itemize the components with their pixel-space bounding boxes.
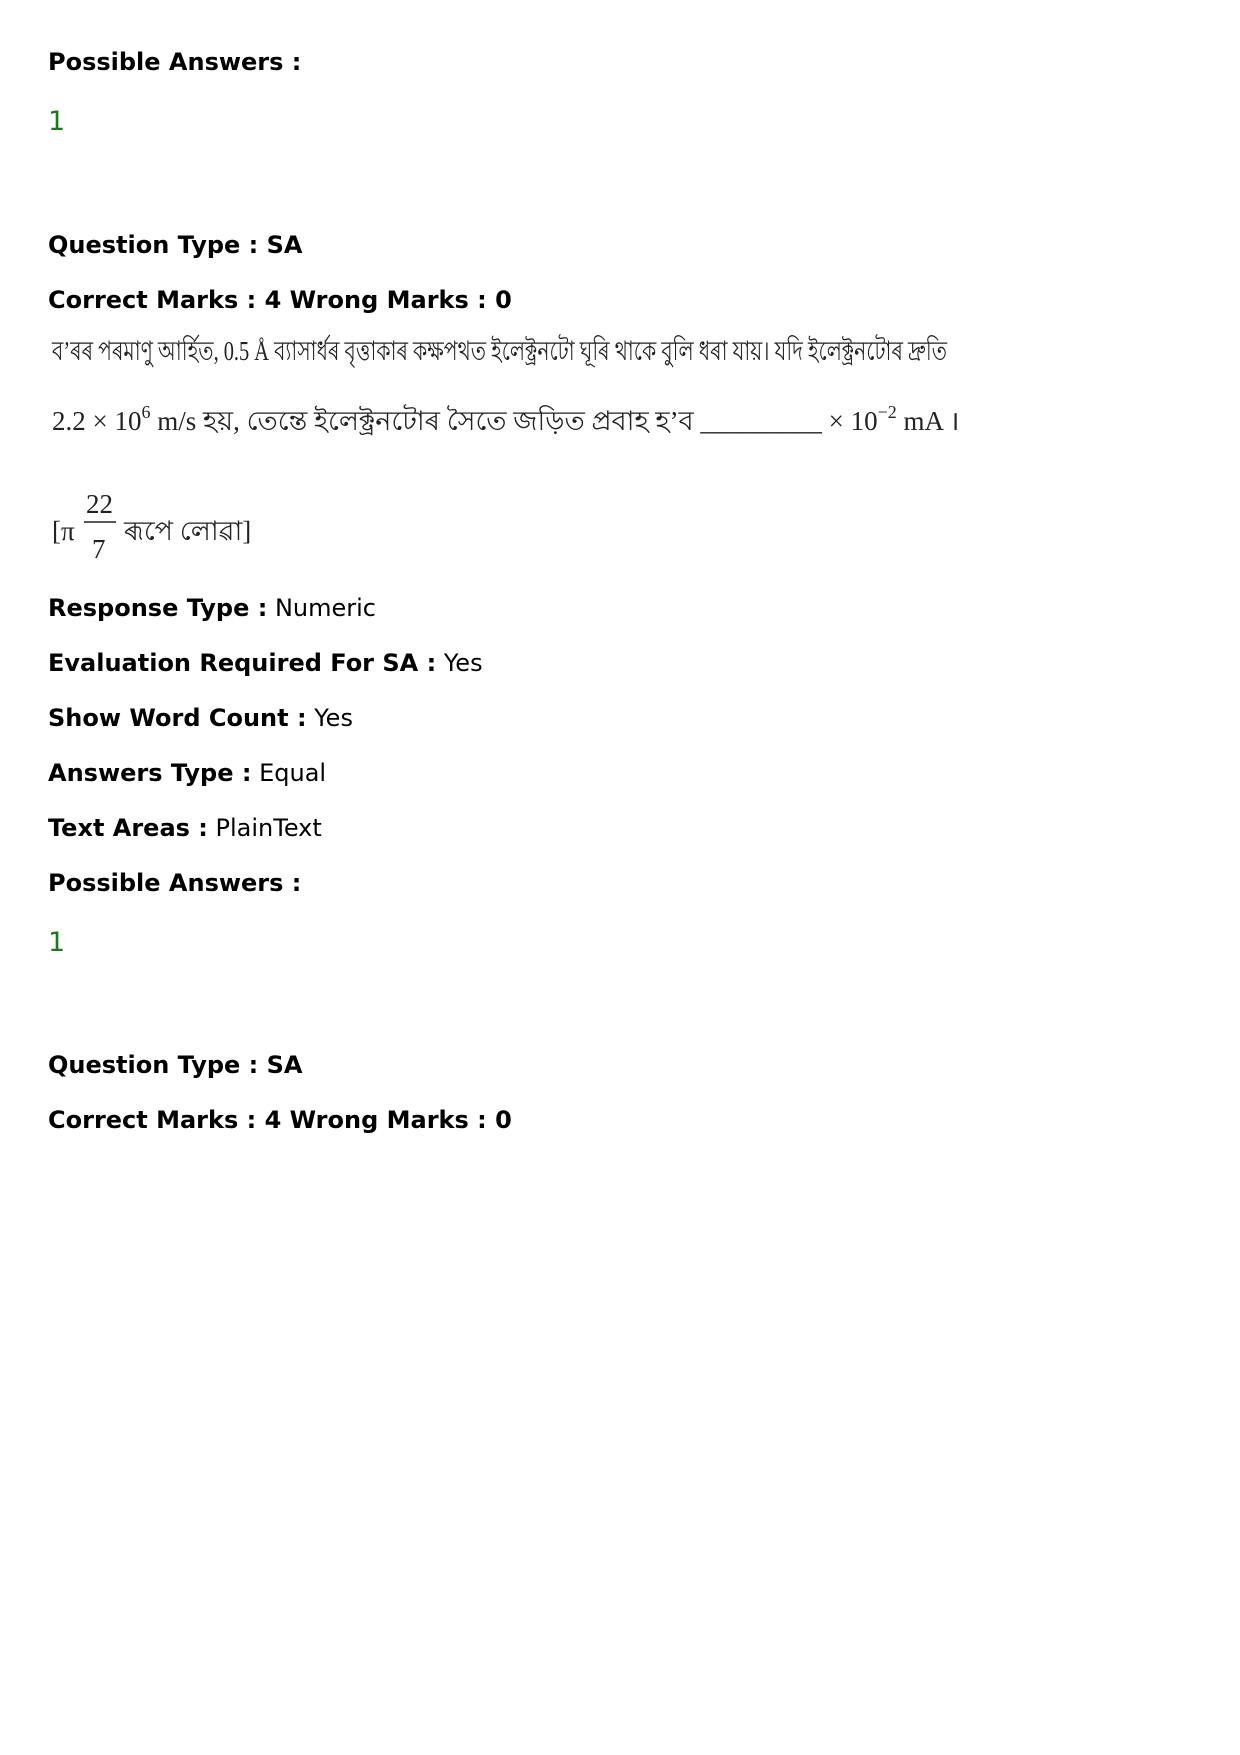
text-areas-value: PlainText [215,814,322,842]
question-type: Question Type : SA [48,1051,303,1079]
response-type-value: Numeric [274,594,376,622]
question-line-1: ব’ৰৰ পৰমাণু আৰ্হিত, 0.5 Å ব্যাসাৰ্ধৰ বৃত্তাকাৰ কক্ষপথত ইলেক্ট্ৰনটো ঘূৰি থাকে বুলি ধৰা যায়। যদি ইলেক্ট্ৰনটোৰ দ্ৰুতি [52,336,1239,366]
text-areas-label: Text Areas : [48,814,208,842]
question-type: Question Type : SA [48,231,303,259]
possible-answers-label: Possible Answers : [48,48,302,76]
fraction-denominator: 7 [92,534,106,564]
evaluation-required-label: Evaluation Required For SA : [48,649,437,677]
marks-line: Correct Marks : 4 Wrong Marks : 0 [48,1106,512,1134]
response-type-row [48,592,376,624]
question-image [52,330,1239,570]
evaluation-required-value: Yes [443,649,483,677]
question-line-2: $2.2 \times 10^6$ m/s হয়, তেন্তে ইলেক্ট্ৰনটোৰ সৈতে জড়িত প্ৰবাহ হ’ব _________ × $10^{-2}$ mA । [52,402,960,436]
possible-answer-value: 1 [48,106,66,137]
question-line-3 [52,489,251,564]
response-type-label: Response Type : [48,594,268,622]
marks-line: Correct Marks : 4 Wrong Marks : 0 [48,286,512,314]
possible-answers-label: Possible Answers : [48,869,302,897]
evaluation-required-row [48,647,483,679]
show-word-count-row [48,702,353,734]
text-areas-row [48,812,322,844]
answers-type-row [48,757,326,789]
fraction-numerator: 22 [86,489,113,519]
answers-type-value: Equal [259,759,327,787]
show-word-count-label: Show Word Count : [48,704,307,732]
pi-bracket: [π [52,516,75,546]
pi-note: ৰূপে লোৱা] [124,516,252,546]
possible-answer-value: 1 [48,927,66,958]
show-word-count-value: Yes [314,704,353,732]
answers-type-label: Answers Type : [48,759,252,787]
